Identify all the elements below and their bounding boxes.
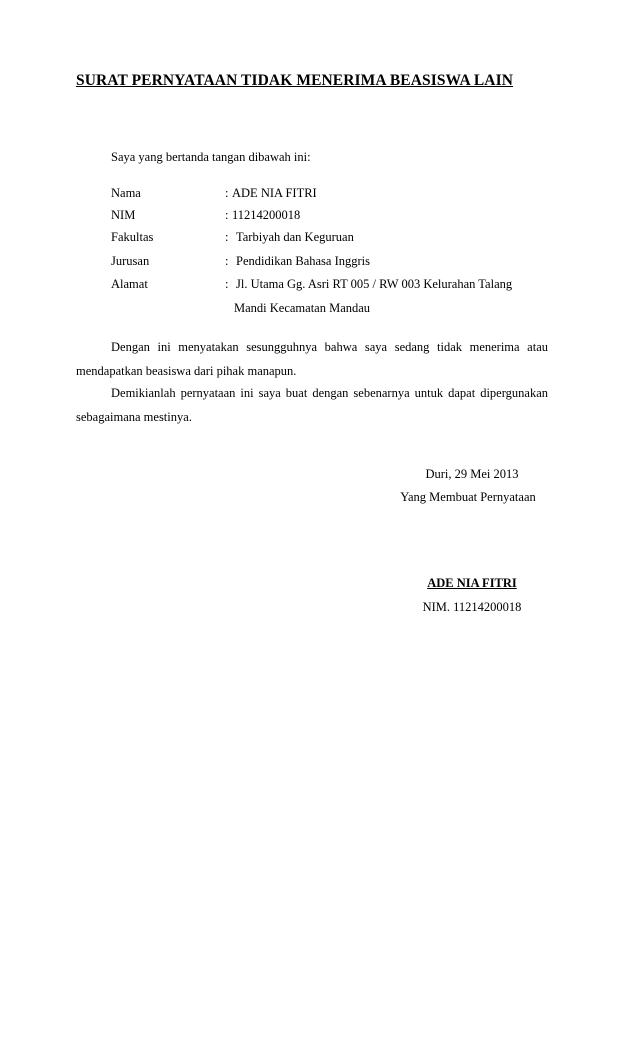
field-row-jurusan [111, 254, 561, 272]
field-colon-nama: : [225, 186, 229, 200]
statement-paragraph: Dengan ini menyatakan sesungguhnya bahwa saya sedang tidak menerima atau mendapatkan beasiswa dari pihak manapun. [76, 340, 548, 378]
signature-name: ADE NIA FITRI [427, 576, 517, 590]
closing-paragraph: Demikianlah pernyataan ini saya buat dengan sebenarnya untuk dapat dipergunakan sebagaimana mestinya. [76, 386, 548, 424]
signature-nim: NIM. 11214200018 [422, 600, 522, 614]
field-value-alamat: Jl. Utama Gg. Asri RT 005 / RW 003 Kelurahan Talang [236, 277, 513, 291]
field-value-fakultas: Tarbiyah dan Keguruan [236, 230, 354, 244]
field-colon-alamat: : [225, 277, 229, 291]
signature-place-date: Duri, 29 Mei 2013 [425, 467, 519, 481]
field-label-nama: Nama [111, 186, 141, 200]
field-value-nama: ADE NIA FITRI [232, 186, 317, 200]
field-colon-nim: : [225, 208, 229, 222]
field-row-alamat [111, 277, 561, 295]
field-row-nama [111, 186, 561, 204]
address-continuation: Mandi Kecamatan Mandau [234, 301, 371, 315]
field-value-jurusan: Pendidikan Bahasa Inggris [236, 254, 371, 268]
field-colon-fakultas: : [225, 230, 229, 244]
field-label-nim: NIM [111, 208, 136, 222]
signature-role: Yang Membuat Pernyataan [400, 490, 536, 504]
intro-text: Saya yang bertanda tangan dibawah ini: [111, 150, 311, 164]
field-colon-jurusan: : [225, 254, 229, 268]
field-label-fakultas: Fakultas [111, 230, 154, 244]
field-row-fakultas [111, 230, 561, 248]
field-value-nim: 11214200018 [232, 208, 301, 222]
field-label-alamat: Alamat [111, 277, 148, 291]
field-label-jurusan: Jurusan [111, 254, 150, 268]
document-title: SURAT PERNYATAAN TIDAK MENERIMA BEASISWA LAIN [76, 72, 514, 89]
field-row-nim [111, 208, 561, 226]
